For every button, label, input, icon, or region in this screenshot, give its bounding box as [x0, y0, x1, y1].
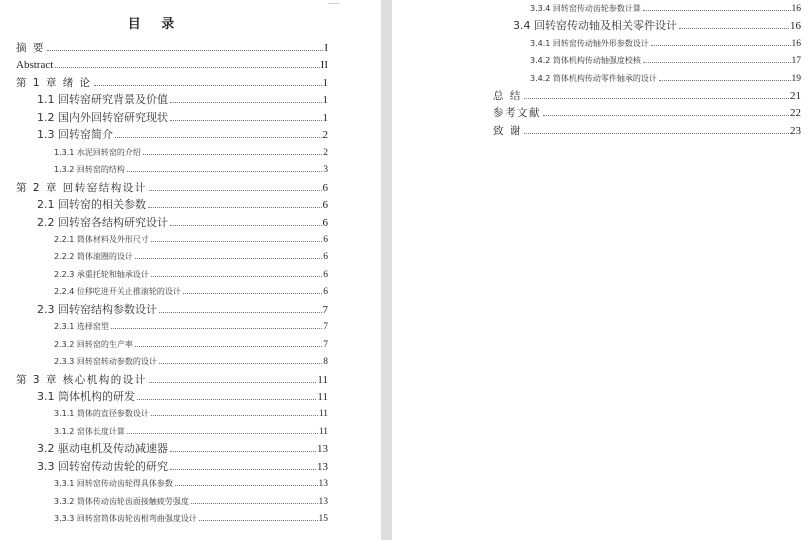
toc-entry-page-number: 7 — [323, 339, 328, 350]
document-page-left — [0, 0, 381, 540]
toc-leader-dots — [149, 190, 322, 191]
toc-leader-dots — [135, 346, 322, 347]
toc-entry[interactable] — [37, 92, 328, 108]
toc-entry-page-number: 13 — [317, 460, 328, 473]
toc-entry-page-number: 19 — [791, 73, 801, 84]
toc-entry-page-number: 8 — [323, 357, 328, 368]
toc-entry[interactable] — [54, 267, 328, 283]
toc-entry-page-number: 13 — [317, 443, 328, 456]
toc-leader-dots — [151, 276, 322, 277]
toc-entry-page-number: 17 — [791, 56, 801, 67]
toc-entry[interactable] — [493, 123, 801, 139]
toc-entry[interactable] — [54, 284, 328, 300]
toc-entry[interactable] — [54, 354, 328, 370]
toc-entry-page-number: 11 — [317, 391, 328, 403]
toc-entry-page-number: 1 — [322, 76, 328, 89]
toc-leader-dots — [524, 98, 789, 99]
toc-leader-dots — [55, 67, 319, 68]
toc-entry-label: 3.4.2 筒体机构传动轴强度校核 — [530, 56, 641, 66]
toc-entry-page-number: 6 — [323, 234, 328, 245]
toc-leader-dots — [148, 207, 322, 208]
toc-leader-dots — [543, 115, 789, 116]
toc-entry[interactable] — [54, 337, 328, 353]
toc-entry-label: 摘 要 — [16, 42, 45, 54]
toc-entry-label: 2.3 回转窑结构参数设计 — [37, 302, 157, 316]
toc-leader-dots — [111, 328, 322, 329]
toc-entry-page-number: 15 — [318, 514, 328, 525]
toc-entry[interactable] — [493, 88, 801, 104]
toc-entry[interactable] — [37, 302, 328, 318]
toc-entry[interactable] — [37, 127, 328, 143]
toc-entry-page-number: 11 — [317, 373, 328, 386]
toc-entry[interactable] — [493, 105, 801, 121]
toc-leader-dots — [191, 503, 318, 504]
toc-entry-label: 3.3.4 回转窑传动齿轮参数计算 — [530, 4, 641, 13]
toc-leader-dots — [143, 154, 322, 155]
toc-title: 目 录 — [127, 17, 183, 32]
toc-leader-dots — [47, 50, 323, 51]
toc-entry[interactable] — [54, 232, 328, 248]
toc-leader-dots — [643, 62, 791, 63]
toc-entry[interactable] — [37, 197, 328, 213]
toc-entry-page-number: 13 — [318, 496, 328, 507]
toc-leader-dots — [151, 415, 318, 416]
toc-leader-dots — [170, 469, 316, 470]
toc-entry-page-number: 2 — [322, 129, 328, 142]
toc-leader-dots — [94, 85, 322, 86]
toc-entry-page-number: 13 — [318, 479, 328, 490]
toc-entry-page-number: 3 — [323, 165, 328, 176]
toc-entry-label: 1.3.1 水泥回转窑的介绍 — [54, 147, 141, 157]
toc-leader-dots — [170, 451, 316, 452]
toc-entry[interactable] — [530, 1, 801, 17]
toc-entry-page-number: 1 — [322, 111, 328, 124]
page-gutter — [381, 0, 392, 540]
toc-entry[interactable] — [37, 459, 328, 475]
toc-leader-dots — [183, 293, 322, 294]
toc-entry-label: 2.3.3 回转窑转动参数的设计 — [54, 357, 157, 367]
toc-entry-page-number: 16 — [791, 38, 801, 49]
toc-entry-label: 2.2.2 筒体滚圈的设计 — [54, 252, 133, 262]
toc-entry-page-number: 16 — [791, 4, 801, 14]
toc-entry-label: 参考文献 — [493, 107, 541, 120]
toc-entry-page-number: 11 — [318, 426, 328, 437]
toc-leader-dots — [149, 382, 317, 383]
toc-entry[interactable] — [54, 476, 328, 492]
toc-leader-dots — [524, 133, 789, 134]
toc-leader-dots — [127, 171, 322, 172]
toc-leader-dots — [170, 225, 322, 226]
toc-entry-page-number: 6 — [323, 287, 328, 298]
toc-entry[interactable] — [16, 180, 328, 196]
toc-entry-label: 第 3 章 核心机构的设计 — [16, 373, 147, 386]
toc-leader-dots — [643, 10, 791, 11]
toc-entry[interactable] — [54, 511, 328, 527]
toc-entry-page-number: 6 — [322, 181, 328, 194]
toc-entry-label: 3.4.1 回转窑传动轴外形参数设计 — [530, 38, 649, 48]
toc-leader-dots — [199, 520, 318, 521]
toc-entry-label: 3.1.2 窑体长度计算 — [54, 426, 125, 436]
toc-entry[interactable] — [16, 372, 328, 388]
toc-entry-page-number: 21 — [790, 90, 801, 102]
toc-leader-dots — [159, 363, 322, 364]
toc-entry-label: 1.2 国内外回转窑研究现状 — [37, 110, 168, 124]
toc-leader-dots — [159, 312, 322, 313]
toc-entry-label: 2.2.3 承重托轮和轴承设计 — [54, 269, 149, 279]
toc-entry-label: 3.2 驱动电机及传动减速器 — [37, 442, 168, 456]
toc-entry[interactable] — [37, 441, 328, 457]
toc-entry[interactable] — [54, 424, 328, 440]
toc-entry-label: 2.2 回转窑各结构研究设计 — [37, 215, 168, 229]
toc-entry-label: 1.1 回转窑研究背景及价值 — [37, 93, 168, 107]
toc-entry-label: 3.3.3 回转窑筒体齿轮齿根弯曲强度设计 — [54, 514, 197, 524]
toc-entry-page-number: 6 — [323, 269, 328, 280]
toc-entry-page-number: 11 — [318, 409, 328, 420]
toc-entry-label: 2.3.1 选择窑型 — [54, 322, 109, 332]
toc-leader-dots — [115, 137, 322, 138]
toc-leader-dots — [127, 433, 318, 434]
toc-entry-page-number: II — [320, 59, 328, 72]
toc-entry[interactable] — [54, 406, 328, 422]
toc-leader-dots — [135, 258, 322, 259]
toc-entry-label: 第 1 章 绪 论 — [16, 76, 92, 89]
toc-entry-page-number: 6 — [323, 252, 328, 263]
toc-entry-label: Abstract — [16, 59, 54, 72]
toc-leader-dots — [170, 120, 322, 121]
toc-entry-page-number: 23 — [790, 124, 801, 137]
toc-entry-label: 致 谢 — [493, 124, 522, 137]
toc-entry[interactable] — [530, 71, 801, 87]
toc-entry[interactable] — [16, 57, 328, 73]
toc-entry-label: 2.1 回转窑的相关参数 — [37, 198, 146, 212]
toc-entry-label: 2.2.1 筒体材料及外形尺寸 — [54, 234, 149, 244]
toc-entry-label: 3.3.2 筒体传动齿轮齿面接触疲劳强度 — [54, 496, 189, 506]
toc-entry-page-number: 7 — [322, 303, 328, 316]
toc-entry-label: 3.4 回转窑传动轴及相关零件设计 — [513, 19, 677, 33]
toc-entry-label: 2.2.4 位移吃进开关止推滚轮的设计 — [54, 287, 181, 297]
toc-entry-label: 1.3.2 回转窑的结构 — [54, 165, 125, 175]
toc-leader-dots — [170, 102, 322, 103]
toc-entry[interactable] — [54, 319, 328, 335]
toc-entry-label: 3.3.1 回转窑传动齿轮得具体参数 — [54, 479, 173, 489]
toc-entry-label: 2.3.2 回转窑的生产率 — [54, 339, 133, 349]
toc-leader-dots — [151, 241, 322, 242]
toc-entry[interactable] — [530, 53, 801, 69]
toc-entry[interactable] — [37, 389, 328, 405]
toc-entry-page-number: 6 — [322, 199, 328, 212]
toc-entry-label: 总 结 — [493, 90, 522, 102]
toc-entry-page-number: 22 — [790, 107, 801, 120]
toc-entry[interactable] — [513, 18, 801, 34]
toc-leader-dots — [651, 45, 791, 46]
toc-entry-page-number: 2 — [323, 147, 328, 158]
toc-entry[interactable] — [54, 494, 328, 510]
toc-entry-page-number: I — [324, 42, 328, 54]
toc-entry-page-number: 6 — [322, 216, 328, 229]
document-page-right — [392, 0, 812, 540]
toc-leader-dots — [659, 80, 791, 81]
toc-entry[interactable] — [54, 249, 328, 265]
toc-entry-label: 3.1 筒体机构的研发 — [37, 390, 135, 403]
toc-leader-dots — [175, 485, 318, 486]
toc-entry[interactable] — [54, 162, 328, 178]
toc-entry-label: 3.4.2 筒体机构传动零件轴承的设计 — [530, 73, 657, 83]
toc-entry[interactable] — [16, 40, 328, 56]
toc-leader-dots — [137, 399, 316, 400]
toc-entry[interactable] — [16, 75, 328, 91]
toc-entry[interactable] — [530, 36, 801, 52]
toc-entry-label: 1.3 回转窑简介 — [37, 128, 113, 142]
toc-leader-dots — [679, 28, 789, 29]
toc-entry[interactable] — [37, 215, 328, 231]
toc-entry-page-number: 16 — [790, 20, 801, 33]
toc-entry-label: 3.1.1 筒体的直径参数设计 — [54, 409, 149, 419]
toc-entry-label: 第 2 章 回转窑结构设计 — [16, 181, 147, 194]
toc-entry-page-number: 7 — [323, 322, 328, 333]
toc-entry-page-number: 1 — [322, 94, 328, 107]
toc-entry-label: 3.3 回转窑传动齿轮的研究 — [37, 459, 168, 473]
toc-entry[interactable] — [54, 145, 328, 161]
page-corner-mark — [328, 0, 340, 4]
toc-entry[interactable] — [37, 110, 328, 126]
